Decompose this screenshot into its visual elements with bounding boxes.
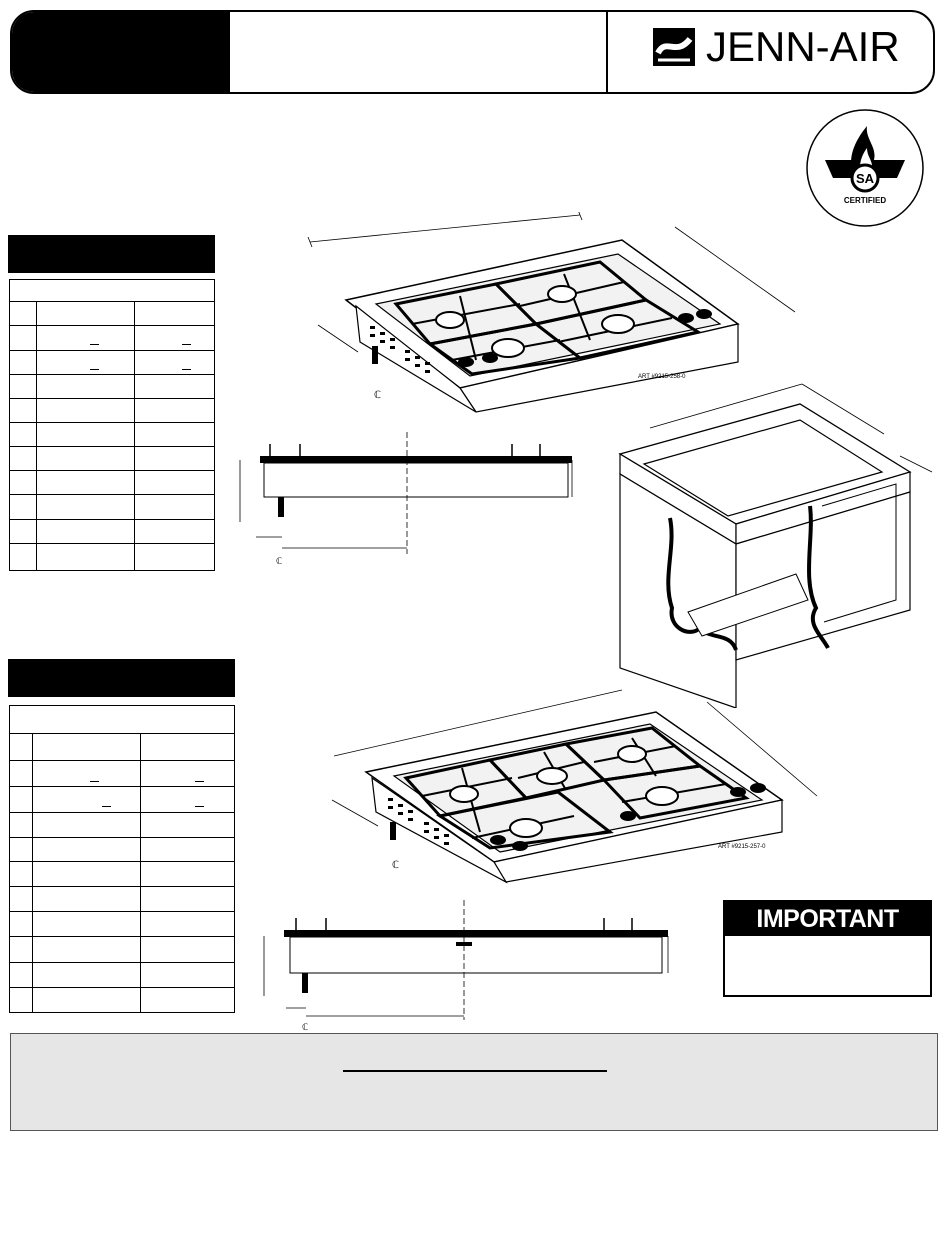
cabinet-cutout-drawing	[610, 378, 942, 708]
art-number-36: ART #9215-257-0	[718, 844, 766, 850]
art-number-30: ART #9215-258-0	[638, 374, 686, 380]
centerline-mark: ℂ	[276, 556, 283, 564]
header-bar	[10, 10, 935, 94]
header-model-block	[12, 12, 228, 92]
brand-name: JENN-AIR	[706, 23, 900, 70]
brand-logo	[652, 23, 900, 70]
cooktop-36-side-elevation	[256, 892, 676, 1032]
table-30-specs	[9, 279, 215, 571]
table-30-title-bar	[8, 235, 215, 273]
cooktop-36-perspective-drawing	[322, 682, 822, 884]
table-36-specs	[9, 705, 235, 1013]
centerline-mark: ℂ	[302, 1022, 309, 1032]
csa-flame-seal-icon	[805, 108, 925, 228]
important-notice-box	[723, 900, 932, 997]
header-divider	[606, 12, 608, 92]
jenn-air-mark-icon	[652, 27, 696, 67]
note-heading-underline	[343, 1070, 607, 1072]
cooktop-30-side-elevation	[232, 432, 582, 564]
centerline-mark: ℂ	[374, 390, 381, 401]
centerline-mark: ℂ	[392, 860, 399, 871]
table-36-title-bar	[8, 659, 235, 697]
installation-note-band	[10, 1033, 938, 1131]
seal-label: CERTIFIED	[843, 196, 887, 205]
seal-mark: SA	[855, 171, 875, 186]
header-divider	[228, 12, 230, 92]
important-title: IMPORTANT	[725, 902, 930, 936]
